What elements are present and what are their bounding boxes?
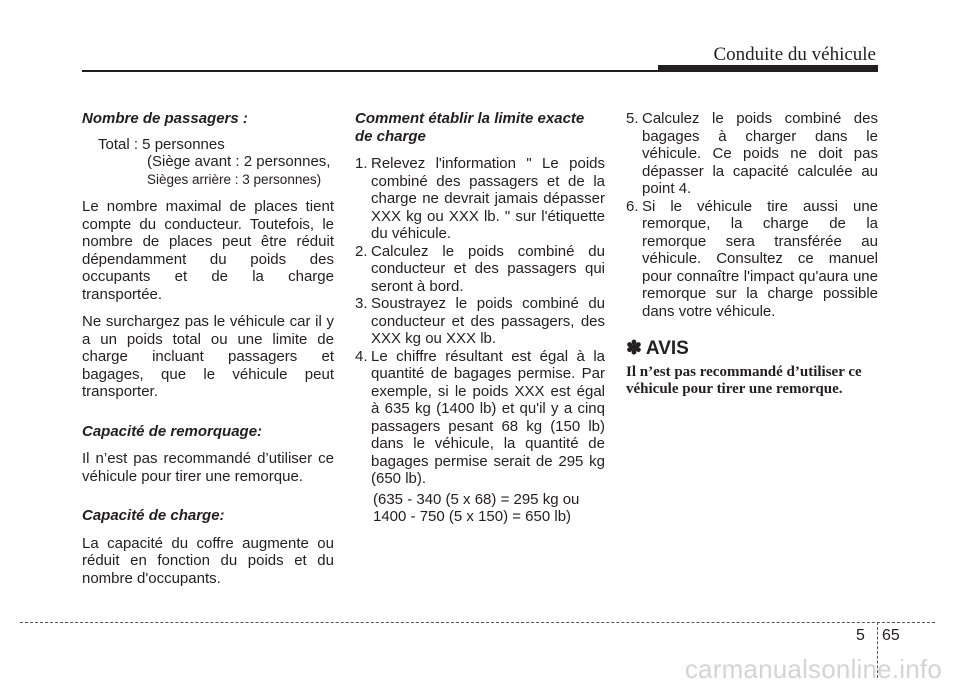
asterisk-icon: ✽ (626, 338, 642, 359)
calculation-line-kg: (635 - 340 (5 x 68) = 295 kg ou (373, 490, 580, 508)
calculation-line-lb: 1400 - 750 (5 x 150) = 650 lb) (373, 508, 572, 525)
overload-paragraph: Ne surchargez pas le véhicule car il y a un poids total ou une limite de charge incluant passagers et bagages, que le véhicule peut transporter. (82, 313, 334, 400)
list-text: Soustrayez le poids combiné du conducteur et des passagers, des XXX kg ou XXX lb. (371, 295, 605, 347)
column-left (82, 110, 334, 587)
list-item (626, 198, 878, 321)
page-header-title: Conduite du véhicule (713, 44, 876, 65)
heading-load-limit-line2: de charge (355, 127, 426, 145)
list-text: Le chiffre résultant est égal à la quantité de bagages permise. Par exemple, si le poids XXX est égal à 635 kg (1400 lb) et qu'il y a cinq passagers pesant 68 kg (150 lb) dans le véhicule, la quantité de bagages permise serait de 295 kg (650 lb). (371, 347, 605, 487)
list-item (355, 295, 605, 348)
list-item (355, 155, 605, 243)
list-text: Calculez le poids combiné du conducteur et des passagers qui seront à bord. (371, 242, 605, 295)
front-seat-line: (Siège avant : 2 personnes, (147, 153, 331, 170)
list-number: 2. (355, 242, 368, 260)
towing-paragraph: Il n’est pas recommandé d’utiliser ce véhicule pour tirer une remorque. (82, 450, 334, 485)
seating-paragraph: Le nombre maximal de places tient compte du conducteur. Toutefois, le nombre de places peut être réduit dépendamment du poids des occupants et de la charge transportée. (82, 198, 334, 303)
heading-load-limit-line1: Comment établir la limite exacte (355, 110, 585, 127)
list-item (355, 243, 605, 296)
list-text: Si le véhicule tire aussi une remorque, la charge de la remorque sera transférée au véhicule. Consultez ce manuel pour connaître l'impact qu'aura une remorque sur la charge possible dans votre véhicule. (642, 197, 878, 320)
list-number: 3. (355, 295, 368, 312)
column-middle (355, 110, 605, 526)
total-passengers-line: Total : 5 personnes (98, 135, 225, 153)
header-accent-bar (658, 65, 878, 72)
column-right (626, 110, 878, 399)
list-number: 4. (355, 347, 368, 365)
list-number: 6. (626, 197, 639, 215)
rear-seat-line: Sièges arrière : 3 personnes) (147, 171, 322, 187)
avis-heading (626, 340, 878, 358)
footer-divider (20, 622, 935, 623)
avis-title: AVIS (645, 338, 689, 359)
heading-load-capacity: Capacité de charge: (82, 507, 225, 524)
load-paragraph: La capacité du coffre augmente ou réduit en fonction du poids et du nombre d'occupants. (82, 534, 334, 587)
list-text: Calculez le poids combiné des bagages à charger dans le véhicule. Ce poids ne doit pas dépasser la capacité calculée au point 4. (642, 110, 878, 197)
heading-passengers: Nombre de passagers : (82, 110, 248, 127)
list-item (626, 110, 878, 198)
section-number: 5 (856, 627, 865, 644)
list-text: Relevez l'information " Le poids combiné des passagers et de la charge ne devrait jamais dépasser XXX kg ou XXX lb. " sur l'étiquette du véhicule. (371, 155, 605, 242)
watermark: carmanualsonline.info (684, 654, 942, 684)
list-number: 1. (355, 155, 368, 172)
list-number: 5. (626, 110, 639, 127)
heading-towing: Capacité de remorquage: (82, 422, 263, 440)
page-number: 65 (882, 627, 900, 644)
list-item (355, 348, 605, 488)
avis-text: Il n’est pas recommandé d’utiliser ce véhicule pour tirer une remorque. (626, 363, 862, 397)
